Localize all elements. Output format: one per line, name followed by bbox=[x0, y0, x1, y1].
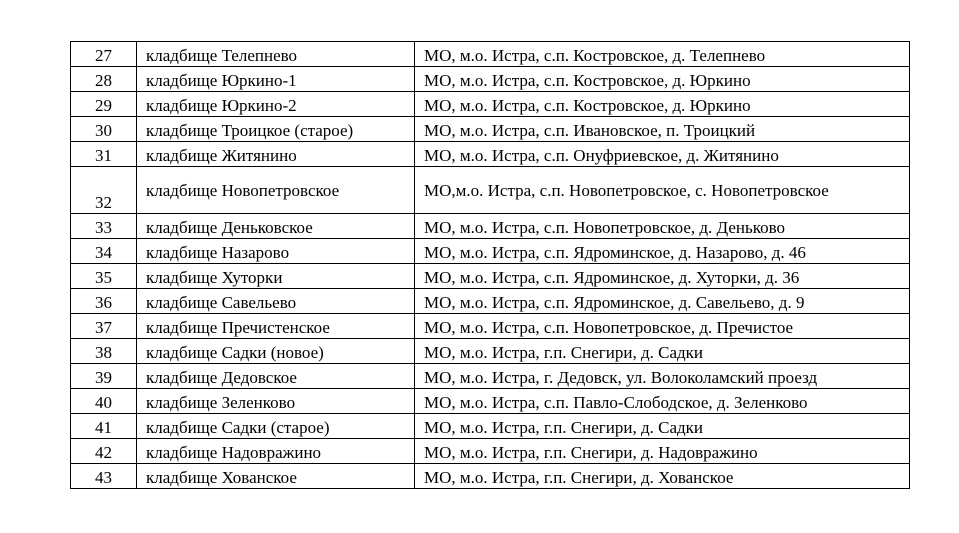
row-number: 27 bbox=[71, 42, 137, 67]
row-number: 30 bbox=[71, 117, 137, 142]
cemetery-name: кладбище Садки (новое) bbox=[137, 339, 415, 364]
table-row bbox=[71, 92, 910, 117]
row-number: 35 bbox=[71, 264, 137, 289]
cemetery-address: МО, м.о. Истра, с.п. Онуфриевское, д. Житянино bbox=[415, 142, 910, 167]
cemetery-name: кладбище Пречистенское bbox=[137, 314, 415, 339]
table-row bbox=[71, 117, 910, 142]
cemetery-address: МО, м.о. Истра, г.п. Снегири, д. Садки bbox=[415, 339, 910, 364]
row-number: 28 bbox=[71, 67, 137, 92]
cemetery-address: МО, м.о. Истра, с.п. Костровское, д. Телепнево bbox=[415, 42, 910, 67]
cemetery-name: кладбище Зеленково bbox=[137, 389, 415, 414]
cemetery-address: МО, м.о. Истра, с.п. Костровское, д. Юркино bbox=[415, 67, 910, 92]
cemetery-name: кладбище Житянино bbox=[137, 142, 415, 167]
table-row bbox=[71, 364, 910, 389]
table-row bbox=[71, 314, 910, 339]
table-row bbox=[71, 389, 910, 414]
row-number: 29 bbox=[71, 92, 137, 117]
cemetery-table-body bbox=[71, 42, 910, 489]
cemetery-name: кладбище Телепнево bbox=[137, 42, 415, 67]
row-number: 32 bbox=[71, 167, 137, 214]
cemetery-address: МО, м.о. Истра, с.п. Ядроминское, д. Савельево, д. 9 bbox=[415, 289, 910, 314]
row-number: 42 bbox=[71, 439, 137, 464]
cemetery-address: МО,м.о. Истра, с.п. Новопетровское, с. Новопетровское bbox=[415, 167, 910, 214]
table-row bbox=[71, 464, 910, 489]
row-number: 37 bbox=[71, 314, 137, 339]
cemetery-address: МО, м.о. Истра, с.п. Ивановское, п. Троицкий bbox=[415, 117, 910, 142]
table-row bbox=[71, 264, 910, 289]
table-row bbox=[71, 289, 910, 314]
cemetery-address: МО, м.о. Истра, с.п. Ядроминское, д. Хуторки, д. 36 bbox=[415, 264, 910, 289]
cemetery-name: кладбище Назарово bbox=[137, 239, 415, 264]
table-row bbox=[71, 439, 910, 464]
cemetery-table bbox=[70, 41, 910, 489]
cemetery-name: кладбище Садки (старое) bbox=[137, 414, 415, 439]
cemetery-name: кладбище Юркино-1 bbox=[137, 67, 415, 92]
table-row bbox=[71, 414, 910, 439]
table-row bbox=[71, 67, 910, 92]
row-number: 31 bbox=[71, 142, 137, 167]
cemetery-address: МО, м.о. Истра, с.п. Костровское, д. Юркино bbox=[415, 92, 910, 117]
cemetery-name: кладбище Дедовское bbox=[137, 364, 415, 389]
row-number: 40 bbox=[71, 389, 137, 414]
cemetery-name: кладбище Савельево bbox=[137, 289, 415, 314]
cemetery-address: МО, м.о. Истра, с.п. Ядроминское, д. Назарово, д. 46 bbox=[415, 239, 910, 264]
cemetery-address: МО, м.о. Истра, с.п. Новопетровское, д. Деньково bbox=[415, 214, 910, 239]
table-row bbox=[71, 42, 910, 67]
row-number: 33 bbox=[71, 214, 137, 239]
cemetery-address: МО, м.о. Истра, г.п. Снегири, д. Хованское bbox=[415, 464, 910, 489]
cemetery-address: МО, м.о. Истра, с.п. Павло-Слободское, д. Зеленково bbox=[415, 389, 910, 414]
cemetery-name: кладбище Деньковское bbox=[137, 214, 415, 239]
cemetery-name: кладбище Хуторки bbox=[137, 264, 415, 289]
row-number: 39 bbox=[71, 364, 137, 389]
cemetery-name: кладбище Хованское bbox=[137, 464, 415, 489]
cemetery-address: МО, м.о. Истра, с.п. Новопетровское, д. Пречистое bbox=[415, 314, 910, 339]
table-row bbox=[71, 239, 910, 264]
cemetery-name: кладбище Юркино-2 bbox=[137, 92, 415, 117]
row-number: 41 bbox=[71, 414, 137, 439]
row-number: 43 bbox=[71, 464, 137, 489]
row-number: 34 bbox=[71, 239, 137, 264]
cemetery-name: кладбище Новопетровское bbox=[137, 167, 415, 214]
cemetery-address: МО, м.о. Истра, г.п. Снегири, д. Садки bbox=[415, 414, 910, 439]
cemetery-name: кладбище Троицкое (старое) bbox=[137, 117, 415, 142]
cemetery-name: кладбище Надовражино bbox=[137, 439, 415, 464]
table-row bbox=[71, 214, 910, 239]
cemetery-address: МО, м.о. Истра, г.п. Снегири, д. Надовражино bbox=[415, 439, 910, 464]
row-number: 38 bbox=[71, 339, 137, 364]
row-number: 36 bbox=[71, 289, 137, 314]
table-row bbox=[71, 339, 910, 364]
cemetery-address: МО, м.о. Истра, г. Дедовск, ул. Волоколамский проезд bbox=[415, 364, 910, 389]
table-row bbox=[71, 167, 910, 214]
table-row bbox=[71, 142, 910, 167]
